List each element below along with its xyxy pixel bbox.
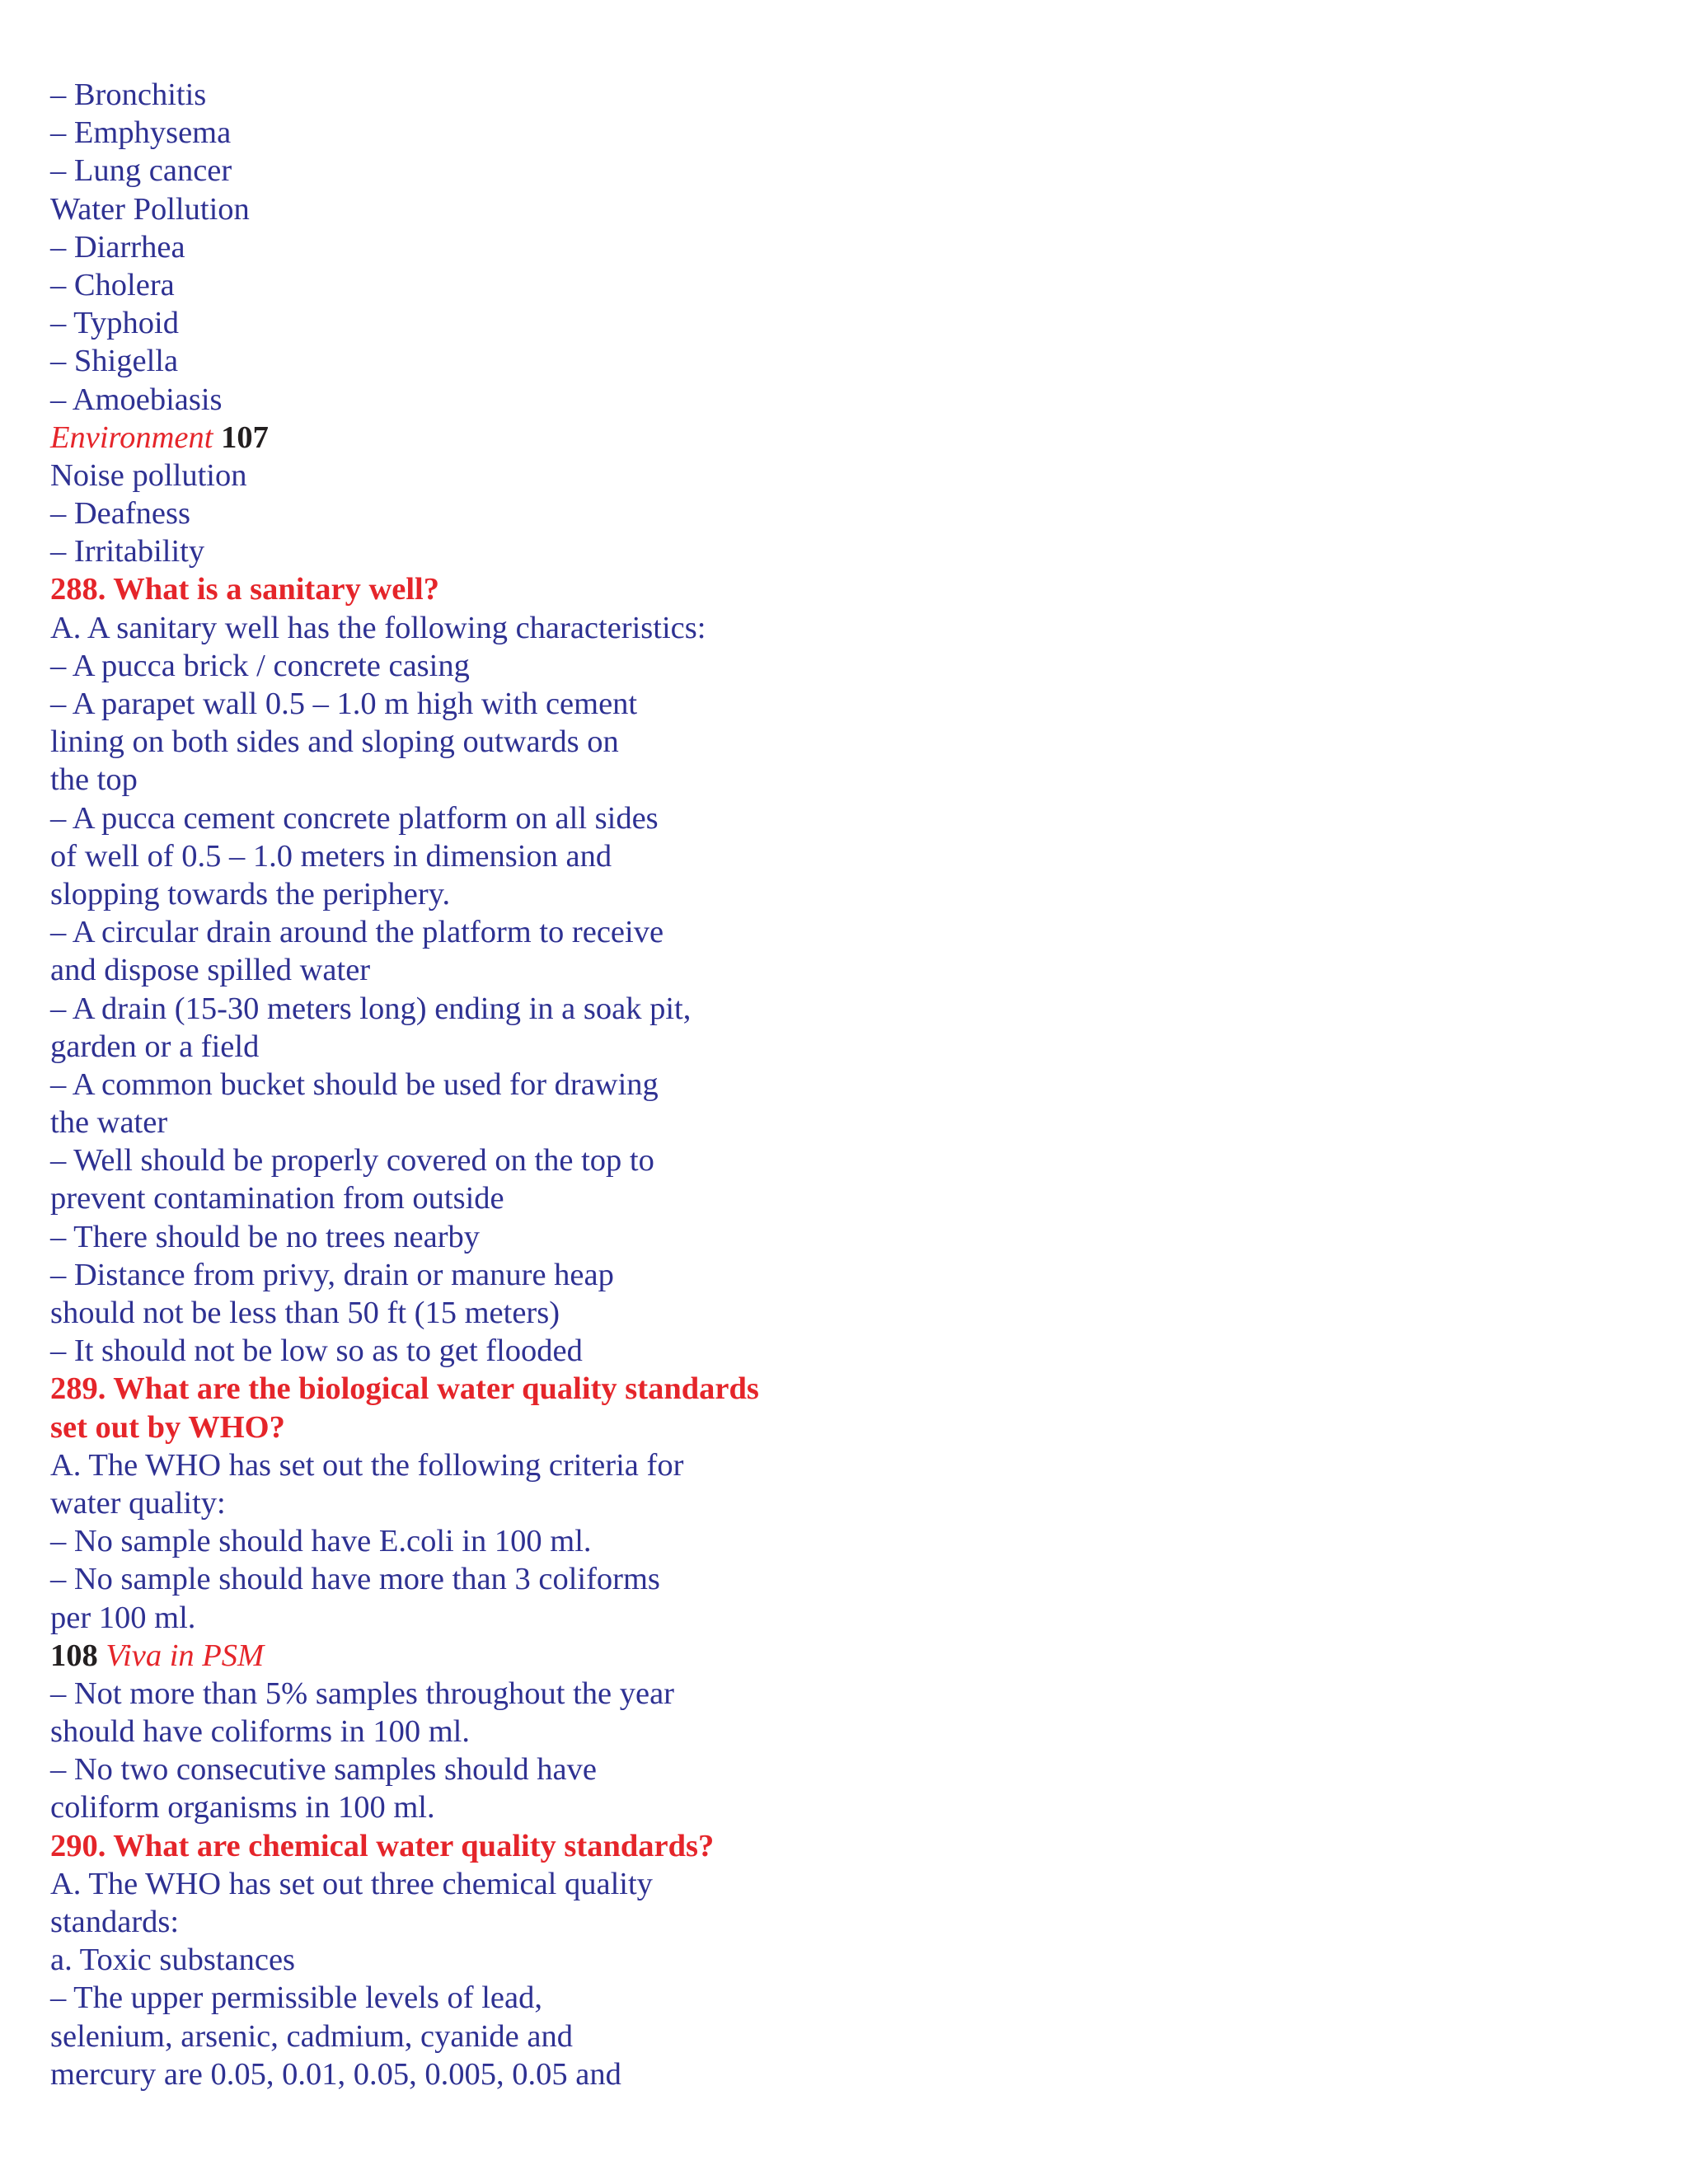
text-line: water quality: bbox=[50, 1485, 226, 1521]
text-line: A. A sanitary well has the following characteristics: bbox=[50, 610, 706, 645]
text-line: the top bbox=[50, 762, 138, 798]
text-line: mercury are 0.05, 0.01, 0.05, 0.005, 0.05 and bbox=[50, 2056, 621, 2092]
text-line: – A drain (15-30 meters long) ending in a soak pit, bbox=[50, 991, 692, 1026]
text-line: the water bbox=[50, 1105, 168, 1141]
text-line: a. Toxic substances bbox=[50, 1943, 296, 1978]
running-header bbox=[50, 1637, 1616, 1675]
text-line: should have coliforms in 100 ml. bbox=[50, 1714, 470, 1750]
text-line: and dispose spilled water bbox=[50, 953, 371, 988]
text-line: Noise pollution bbox=[50, 457, 247, 493]
text-line: should not be less than 50 ft (15 meters) bbox=[50, 1296, 560, 1330]
pollution-list bbox=[50, 76, 1616, 419]
text-line: – Irritability bbox=[50, 534, 205, 569]
text-line: – Distance from privy, drain or manure heap bbox=[50, 1257, 614, 1292]
text-line: prevent contamination from outside bbox=[50, 1181, 504, 1216]
text-line: – Bronchitis bbox=[50, 77, 207, 112]
running-header-title: Viva in PSM bbox=[106, 1638, 265, 1673]
question-heading: 289. What are the biological water quality standards bbox=[50, 1371, 759, 1407]
text-line: A. The WHO has set out the following criteria for bbox=[50, 1447, 684, 1483]
text-line: Water Pollution bbox=[50, 191, 250, 227]
answer-block bbox=[50, 1865, 1616, 2093]
text-line: selenium, arsenic, cadmium, cyanide and bbox=[50, 2018, 573, 2054]
text-line: – A circular drain around the platform to receive bbox=[50, 915, 664, 950]
text-line: – There should be no trees nearby bbox=[50, 1219, 481, 1254]
text-line: – Deafness bbox=[50, 496, 190, 532]
text-line: – Lung cancer bbox=[50, 153, 232, 189]
answer-block bbox=[50, 1446, 1616, 1637]
text-line: – Typhoid bbox=[50, 306, 179, 341]
text-line: – No sample should have more than 3 coliforms bbox=[50, 1562, 660, 1597]
text-line: – A pucca brick / concrete casing bbox=[50, 648, 470, 683]
answer-block bbox=[50, 609, 1616, 1371]
running-header-title: Environment bbox=[50, 419, 213, 455]
text-line: – Shigella bbox=[50, 344, 179, 379]
text-line: slopping towards the periphery. bbox=[50, 876, 451, 912]
text-line: – No sample should have E.coli in 100 ml. bbox=[50, 1524, 592, 1559]
document-page bbox=[50, 76, 1616, 2093]
question-heading: set out by WHO? bbox=[50, 1409, 285, 1445]
text-line: of well of 0.5 – 1.0 meters in dimension and bbox=[50, 838, 612, 874]
question-heading: 288. What is a sanitary well? bbox=[50, 572, 440, 607]
noise-list bbox=[50, 457, 1616, 571]
text-line: – Amoebiasis bbox=[50, 382, 223, 417]
question-heading: 290. What are chemical water quality standards? bbox=[50, 1828, 715, 1863]
text-line: – Well should be properly covered on the top to bbox=[50, 1143, 654, 1179]
text-line: standards: bbox=[50, 1905, 180, 1939]
text-line: – A parapet wall 0.5 – 1.0 m high with cement bbox=[50, 687, 638, 721]
text-line: – The upper permissible levels of lead, bbox=[50, 1980, 542, 2016]
text-line: – It should not be low so as to get flooded bbox=[50, 1333, 583, 1369]
text-line: – No two consecutive samples should have bbox=[50, 1752, 597, 1788]
running-header bbox=[50, 419, 1616, 457]
text-line: – A pucca cement concrete platform on all sides bbox=[50, 800, 659, 836]
text-line: A. The WHO has set out three chemical quality bbox=[50, 1866, 653, 1901]
text-line: garden or a field bbox=[50, 1029, 260, 1064]
text-line: – Cholera bbox=[50, 267, 175, 302]
text-line: – Not more than 5% samples throughout the year bbox=[50, 1675, 674, 1711]
text-line: – Emphysema bbox=[50, 115, 232, 151]
text-line: – A common bucket should be used for drawing bbox=[50, 1066, 659, 1102]
answer-block bbox=[50, 1675, 1616, 1827]
text-line: coliform organisms in 100 ml. bbox=[50, 1790, 435, 1825]
page-number: 108 bbox=[50, 1638, 98, 1673]
text-line: lining on both sides and sloping outwards on bbox=[50, 724, 619, 760]
text-line: – Diarrhea bbox=[50, 229, 185, 265]
page-number: 107 bbox=[221, 419, 269, 455]
text-line: per 100 ml. bbox=[50, 1600, 196, 1635]
